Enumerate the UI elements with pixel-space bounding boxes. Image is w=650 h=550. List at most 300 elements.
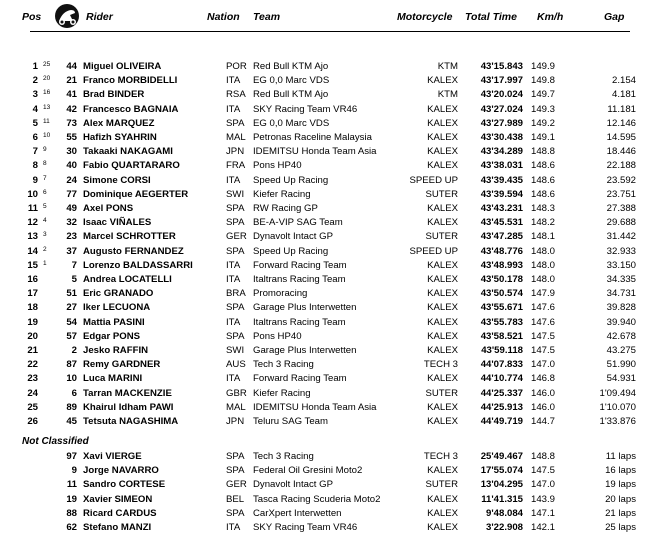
speed-cell: 144.7	[531, 416, 556, 427]
grid-cell: 10	[43, 132, 51, 139]
gap-cell: 11.181	[607, 104, 636, 115]
rider-number-cell: 41	[66, 89, 77, 100]
position-cell: 7	[32, 146, 38, 157]
motorcycle-cell: KALEX	[427, 522, 458, 533]
not-classified-label: Not Classified	[22, 436, 89, 447]
gap-cell: 1'09.494	[599, 388, 636, 399]
rider-name-cell: Alex MARQUEZ	[83, 118, 155, 129]
header-rider: Rider	[86, 11, 113, 23]
rider-number-cell: 24	[66, 175, 77, 186]
rider-number-cell: 5	[71, 274, 77, 285]
position-cell: 4	[32, 104, 38, 115]
team-cell: SKY Racing Team VR46	[253, 104, 358, 115]
position-cell: 16	[27, 274, 38, 285]
rider-name-cell: Tarran MACKENZIE	[83, 388, 172, 399]
motorcycle-cell: KALEX	[427, 465, 458, 476]
gap-cell: 21 laps	[605, 508, 636, 519]
rider-name-cell: Isaac VIÑALES	[83, 217, 152, 228]
motorcycle-cell: KALEX	[427, 508, 458, 519]
total-time-cell: 43'58.521	[480, 331, 523, 342]
result-row	[0, 117, 650, 131]
nation-cell: AUS	[226, 359, 246, 370]
result-row	[0, 358, 650, 372]
rider-name-cell: Luca MARINI	[83, 373, 143, 384]
nation-cell: SPA	[226, 246, 245, 257]
nation-cell: ITA	[226, 175, 241, 186]
rider-number-cell: 40	[66, 160, 77, 171]
position-cell: 18	[27, 302, 38, 313]
position-cell: 20	[27, 331, 38, 342]
rider-number-cell: 32	[66, 217, 77, 228]
team-cell: EG 0,0 Marc VDS	[253, 75, 330, 86]
total-time-cell: 43'39.594	[480, 189, 523, 200]
nation-cell: BRA	[226, 288, 246, 299]
result-row	[0, 301, 650, 315]
speed-cell: 149.8	[531, 75, 556, 86]
total-time-cell: 43'30.438	[480, 132, 523, 143]
header-pos: Pos	[22, 11, 42, 23]
position-cell: 26	[27, 416, 38, 427]
team-cell: Tech 3 Racing	[253, 359, 314, 370]
gap-cell: 2.154	[611, 75, 636, 86]
position-cell: 15	[27, 260, 38, 271]
header-motorcycle: Motorcycle	[397, 11, 453, 23]
motorcycle-cell: KALEX	[427, 402, 458, 413]
rider-number-cell: 89	[66, 402, 77, 413]
gap-cell: 16 laps	[605, 465, 636, 476]
grid-cell: 9	[43, 146, 47, 153]
result-row	[0, 330, 650, 344]
position-cell: 13	[27, 231, 38, 242]
total-time-cell: 43'45.531	[480, 217, 523, 228]
team-cell: BE-A-VIP SAG Team	[253, 217, 343, 228]
rider-name-cell: Edgar PONS	[83, 331, 141, 342]
total-time-cell: 43'50.178	[480, 274, 523, 285]
speed-cell: 146.8	[531, 373, 556, 384]
speed-cell: 148.1	[531, 231, 556, 242]
total-time-cell: 13'04.295	[480, 479, 523, 490]
total-time-cell: 43'27.024	[480, 104, 523, 115]
total-time-cell: 9'48.084	[486, 508, 523, 519]
nation-cell: SPA	[226, 203, 245, 214]
speed-cell: 148.6	[531, 175, 556, 186]
motorcycle-cell: KALEX	[427, 132, 458, 143]
gap-cell: 18.446	[606, 146, 636, 157]
nation-cell: ITA	[226, 317, 241, 328]
team-cell: Garage Plus Interwetten	[253, 345, 357, 356]
grid-cell: 25	[43, 61, 51, 68]
speed-cell: 148.0	[531, 260, 556, 271]
total-time-cell: 25'49.467	[480, 451, 523, 462]
motorcycle-cell: SPEED UP	[409, 246, 458, 257]
rider-name-cell: Jorge NAVARRO	[83, 465, 159, 476]
total-time-cell: 44'25.913	[480, 402, 523, 413]
nation-cell: JPN	[226, 146, 245, 157]
total-time-cell: 44'49.719	[480, 416, 523, 427]
speed-cell: 146.0	[531, 402, 556, 413]
gap-cell: 25 laps	[605, 522, 636, 533]
not-classified-row	[0, 450, 650, 464]
team-cell: Teluru SAG Team	[253, 416, 329, 427]
gap-cell: 32.933	[606, 246, 636, 257]
rider-number-cell: 77	[66, 189, 77, 200]
team-cell: EG 0,0 Marc VDS	[253, 118, 330, 129]
result-row	[0, 216, 650, 230]
grid-cell: 6	[43, 189, 47, 196]
gap-cell: 1'10.070	[599, 402, 636, 413]
motorcycle-cell: TECH 3	[423, 451, 458, 462]
team-cell: Red Bull KTM Ajo	[253, 61, 329, 72]
rider-number-cell: 23	[66, 231, 77, 242]
position-cell: 8	[32, 160, 38, 171]
nation-cell: SPA	[226, 217, 245, 228]
nation-cell: SWI	[226, 189, 245, 200]
result-row	[0, 259, 650, 273]
rider-name-cell: Tetsuta NAGASHIMA	[83, 416, 179, 427]
rider-number-cell: 7	[71, 260, 77, 271]
team-cell: Forward Racing Team	[253, 373, 347, 384]
team-cell: Speed Up Racing	[253, 246, 329, 257]
nation-cell: ITA	[226, 522, 241, 533]
rider-number-cell: 87	[66, 359, 77, 370]
motorcycle-cell: KALEX	[427, 118, 458, 129]
team-cell: IDEMITSU Honda Team Asia	[253, 146, 377, 157]
motorcycle-cell: KALEX	[427, 160, 458, 171]
position-cell: 1	[32, 61, 38, 72]
motorcycle-cell: KALEX	[427, 373, 458, 384]
total-time-cell: 44'07.833	[480, 359, 523, 370]
motorcycle-cell: KTM	[437, 89, 458, 100]
result-row	[0, 88, 650, 102]
rider-number-cell: 9	[71, 465, 77, 476]
total-time-cell: 43'39.435	[480, 175, 523, 186]
rider-number-cell: 42	[66, 104, 77, 115]
motorcycle-cell: SUTER	[425, 388, 458, 399]
rider-name-cell: Lorenzo BALDASSARRI	[83, 260, 193, 271]
result-row	[0, 401, 650, 415]
result-row	[0, 316, 650, 330]
team-cell: Pons HP40	[253, 331, 302, 342]
total-time-cell: 43'48.776	[480, 246, 523, 257]
result-row	[0, 273, 650, 287]
position-cell: 22	[27, 359, 38, 370]
nation-cell: ITA	[226, 260, 241, 271]
total-time-cell: 43'59.118	[481, 345, 523, 356]
grid-cell: 4	[43, 217, 47, 224]
total-time-cell: 43'17.997	[480, 75, 523, 86]
result-row	[0, 202, 650, 216]
grid-cell: 2	[43, 246, 47, 253]
rider-number-cell: 51	[66, 288, 77, 299]
rider-name-cell: Andrea LOCATELLI	[83, 274, 172, 285]
rider-name-cell: Miguel OLIVEIRA	[83, 61, 162, 72]
grid-cell: 11	[43, 118, 50, 125]
total-time-cell: 44'25.337	[480, 388, 523, 399]
not-classified-row	[0, 478, 650, 492]
nation-cell: ITA	[226, 104, 241, 115]
team-cell: Garage Plus Interwetten	[253, 302, 357, 313]
rider-number-cell: 57	[66, 331, 77, 342]
motorcycle-cell: TECH 3	[423, 359, 458, 370]
rider-name-cell: Xavi VIERGE	[83, 451, 142, 462]
result-row	[0, 415, 650, 429]
speed-cell: 147.5	[531, 331, 556, 342]
grid-cell: 7	[43, 175, 47, 182]
speed-cell: 148.8	[531, 451, 556, 462]
rider-name-cell: Dominique AEGERTER	[83, 189, 189, 200]
header-team: Team	[253, 11, 281, 23]
motorcycle-cell: SUTER	[425, 479, 458, 490]
result-row	[0, 60, 650, 74]
speed-cell: 148.2	[531, 217, 556, 228]
result-row	[0, 103, 650, 117]
position-cell: 5	[32, 118, 38, 129]
gap-cell: 14.595	[606, 132, 636, 143]
rider-number-cell: 11	[66, 479, 77, 490]
gap-cell: 29.688	[606, 217, 636, 228]
result-row	[0, 287, 650, 301]
rider-name-cell: Mattia PASINI	[83, 317, 145, 328]
header-gap: Gap	[604, 11, 625, 23]
total-time-cell: 43'43.231	[480, 203, 523, 214]
nation-cell: SWI	[226, 345, 245, 356]
rider-number-cell: 2	[71, 345, 77, 356]
position-cell: 12	[27, 217, 38, 228]
position-cell: 21	[27, 345, 38, 356]
motorcycle-cell: SPEED UP	[409, 175, 458, 186]
nation-cell: FRA	[226, 160, 246, 171]
nation-cell: JPN	[226, 416, 245, 427]
total-time-cell: 43'50.574	[480, 288, 523, 299]
rider-number-cell: 45	[66, 416, 77, 427]
motorcycle-cell: KALEX	[427, 302, 458, 313]
speed-cell: 149.2	[531, 118, 556, 129]
motorcycle-cell: KALEX	[427, 288, 458, 299]
nation-cell: SPA	[226, 508, 245, 519]
gap-cell: 42.678	[606, 331, 636, 342]
speed-cell: 147.0	[531, 479, 556, 490]
nation-cell: ITA	[226, 75, 241, 86]
grid-cell: 20	[43, 75, 51, 82]
nation-cell: GER	[226, 231, 247, 242]
team-cell: Dynavolt Intact GP	[253, 231, 333, 242]
rider-number-cell: 73	[66, 118, 77, 129]
gap-cell: 34.335	[606, 274, 636, 285]
total-time-cell: 43'55.783	[480, 317, 523, 328]
nation-cell: RSA	[226, 89, 246, 100]
rider-name-cell: Franco MORBIDELLI	[83, 75, 178, 86]
result-row	[0, 159, 650, 173]
result-row	[0, 145, 650, 159]
rider-number-cell: 97	[66, 451, 77, 462]
not-classified-row	[0, 493, 650, 507]
rider-number-cell: 62	[66, 522, 77, 533]
team-cell: Federal Oil Gresini Moto2	[253, 465, 363, 476]
speed-cell: 147.0	[531, 359, 556, 370]
total-time-cell: 3'22.908	[486, 522, 523, 533]
rider-number-cell: 44	[66, 61, 77, 72]
speed-cell: 148.6	[531, 160, 556, 171]
position-cell: 24	[27, 388, 38, 399]
motorcycle-cell: KALEX	[427, 331, 458, 342]
team-cell: Forward Racing Team	[253, 260, 347, 271]
team-cell: Kiefer Racing	[253, 189, 311, 200]
position-cell: 17	[27, 288, 38, 299]
motorcycle-cell: KALEX	[427, 274, 458, 285]
result-row	[0, 188, 650, 202]
not-classified-row	[0, 464, 650, 478]
gap-cell: 54.931	[606, 373, 636, 384]
nation-cell: GER	[226, 479, 247, 490]
team-cell: Italtrans Racing Team	[253, 274, 346, 285]
rider-name-cell: Remy GARDNER	[83, 359, 161, 370]
rider-number-cell: 30	[66, 146, 77, 157]
motorcycle-cell: KALEX	[427, 260, 458, 271]
rider-name-cell: Francesco BAGNAIA	[83, 104, 179, 115]
grid-cell: 3	[43, 231, 47, 238]
team-cell: Kiefer Racing	[253, 388, 311, 399]
nation-cell: SPA	[226, 118, 245, 129]
gap-cell: 33.150	[606, 260, 636, 271]
result-row	[0, 372, 650, 386]
gap-cell: 34.731	[606, 288, 636, 299]
speed-cell: 148.6	[531, 189, 556, 200]
gap-cell: 1'33.876	[599, 416, 636, 427]
gap-cell: 12.146	[606, 118, 636, 129]
gap-cell: 39.828	[606, 302, 636, 313]
rider-name-cell: Eric GRANADO	[83, 288, 154, 299]
not-classified-row	[0, 507, 650, 521]
gap-cell: 11 laps	[605, 451, 636, 462]
gap-cell: 20 laps	[605, 494, 636, 505]
rider-name-cell: Jesko RAFFIN	[83, 345, 149, 356]
speed-cell: 148.3	[531, 203, 556, 214]
grid-cell: 5	[43, 203, 47, 210]
speed-cell: 147.6	[531, 317, 556, 328]
speed-cell: 143.9	[531, 494, 556, 505]
team-cell: Promoracing	[253, 288, 308, 299]
nation-cell: GBR	[226, 388, 247, 399]
nation-cell: SPA	[226, 331, 245, 342]
position-cell: 3	[32, 89, 38, 100]
total-time-cell: 43'48.993	[480, 260, 523, 271]
total-time-cell: 43'20.024	[480, 89, 523, 100]
motorcycle-cell: SUTER	[425, 231, 458, 242]
gap-cell: 23.592	[606, 175, 636, 186]
rider-number-cell: 21	[66, 75, 77, 86]
rider-number-cell: 10	[66, 373, 77, 384]
position-cell: 25	[27, 402, 38, 413]
rider-name-cell: Takaaki NAKAGAMI	[83, 146, 173, 157]
result-row	[0, 387, 650, 401]
grid-cell: 8	[43, 160, 47, 167]
rider-number-cell: 27	[66, 302, 77, 313]
nation-cell: MAL	[226, 402, 246, 413]
speed-cell: 147.5	[531, 465, 556, 476]
motorcycle-cell: SUTER	[425, 189, 458, 200]
total-time-cell: 43'27.989	[480, 118, 523, 129]
motorcycle-cell: KALEX	[427, 317, 458, 328]
team-cell: Red Bull KTM Ajo	[253, 89, 329, 100]
rider-number-cell: 19	[66, 494, 77, 505]
result-row	[0, 131, 650, 145]
nation-cell: ITA	[226, 274, 241, 285]
team-cell: SKY Racing Team VR46	[253, 522, 358, 533]
rider-name-cell: Sandro CORTESE	[83, 479, 166, 490]
grid-cell: 1	[43, 260, 47, 267]
team-cell: Italtrans Racing Team	[253, 317, 346, 328]
motorcycle-cell: KALEX	[427, 217, 458, 228]
speed-cell: 149.9	[531, 61, 556, 72]
grid-cell: 16	[43, 89, 51, 96]
result-row	[0, 344, 650, 358]
rider-name-cell: Brad BINDER	[83, 89, 145, 100]
not-classified-row	[0, 521, 650, 535]
total-time-cell: 44'10.774	[480, 373, 523, 384]
header-kmh: Km/h	[537, 11, 564, 23]
total-time-cell: 43'55.671	[480, 302, 523, 313]
rider-name-cell: Ricard CARDUS	[83, 508, 157, 519]
speed-cell: 148.8	[531, 146, 556, 157]
speed-cell: 147.6	[531, 302, 556, 313]
speed-cell: 149.7	[531, 89, 556, 100]
nation-cell: POR	[226, 61, 247, 72]
nation-cell: SPA	[226, 465, 245, 476]
team-cell: Dynavolt Intact GP	[253, 479, 333, 490]
position-cell: 6	[32, 132, 38, 143]
rider-number-cell: 54	[66, 317, 77, 328]
nation-cell: BEL	[226, 494, 245, 505]
motorcycle-cell: KALEX	[427, 104, 458, 115]
grid-cell: 13	[43, 104, 51, 111]
gap-cell: 23.751	[606, 189, 636, 200]
gap-cell: 43.275	[606, 345, 636, 356]
team-cell: Tasca Racing Scuderia Moto2	[253, 494, 381, 505]
motorcycle-cell: KTM	[437, 61, 458, 72]
team-cell: RW Racing GP	[253, 203, 318, 214]
team-cell: Pons HP40	[253, 160, 302, 171]
gap-cell: 39.940	[606, 317, 636, 328]
speed-cell: 148.0	[531, 246, 556, 257]
speed-cell: 147.9	[531, 288, 556, 299]
speed-cell: 146.0	[531, 388, 556, 399]
gap-cell: 27.388	[606, 203, 636, 214]
rider-name-cell: Marcel SCHROTTER	[83, 231, 176, 242]
rider-name-cell: Hafizh SYAHRIN	[83, 132, 157, 143]
motorcycle-cell: KALEX	[427, 203, 458, 214]
position-cell: 23	[27, 373, 38, 384]
team-cell: IDEMITSU Honda Team Asia	[253, 402, 377, 413]
gap-cell: 22.188	[606, 160, 636, 171]
rider-name-cell: Xavier SIMEON	[83, 494, 153, 505]
motorcycle-cell: KALEX	[427, 345, 458, 356]
position-cell: 2	[32, 75, 38, 86]
position-cell: 10	[27, 189, 38, 200]
total-time-cell: 11'41.315	[481, 494, 523, 505]
nation-cell: SPA	[226, 302, 245, 313]
speed-cell: 142.1	[531, 522, 556, 533]
nation-cell: MAL	[226, 132, 246, 143]
position-cell: 11	[27, 203, 38, 214]
team-cell: Speed Up Racing	[253, 175, 329, 186]
rider-name-cell: Stefano MANZI	[83, 522, 152, 533]
motorcycle-cell: KALEX	[427, 146, 458, 157]
rider-name-cell: Fabio QUARTARARO	[83, 160, 180, 171]
speed-cell: 149.3	[531, 104, 556, 115]
header-nation: Nation	[207, 11, 240, 23]
rider-number-cell: 37	[66, 246, 77, 257]
gap-cell: 31.442	[606, 231, 636, 242]
